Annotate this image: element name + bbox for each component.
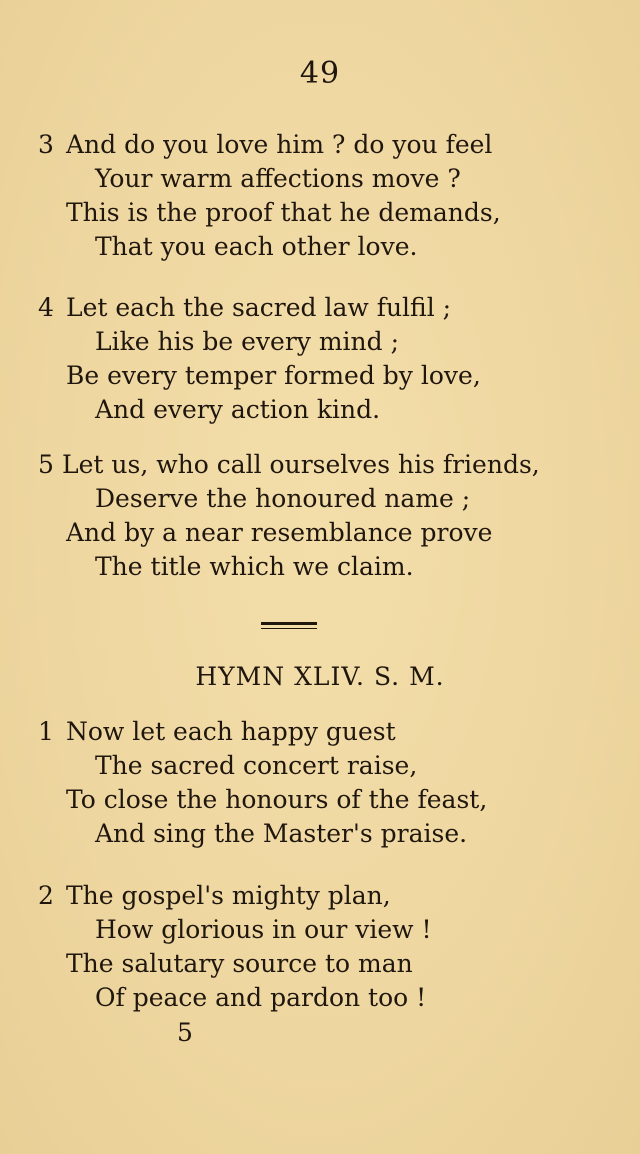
stanza-number: 2 xyxy=(38,881,54,910)
verse-line: Now let each happy guest xyxy=(66,717,396,746)
verse-line: The salutary source to man xyxy=(66,949,413,978)
verse-line: The title which we claim. xyxy=(95,552,414,581)
verse-line: Like his be every mind ; xyxy=(95,327,400,356)
verse-line: Your warm affections move ? xyxy=(95,164,461,193)
verse-line: And every action kind. xyxy=(95,395,381,424)
verse-line: That you each other love. xyxy=(95,232,418,261)
verse-line: The gospel's mighty plan, xyxy=(66,881,391,910)
stanza-number: 1 xyxy=(38,717,54,746)
verse-line: The sacred concert raise, xyxy=(95,751,418,780)
verse-line: And sing the Master's praise. xyxy=(95,819,468,848)
stanza-number: 3 xyxy=(38,130,54,159)
signature-mark: 5 xyxy=(177,1018,193,1047)
verse-line: And by a near resemblance prove xyxy=(66,518,493,547)
stanza-number: 4 xyxy=(38,293,54,322)
page-number: 49 xyxy=(299,56,341,91)
verse-line: Deserve the honoured name ; xyxy=(95,484,471,513)
verse-line: Of peace and pardon too ! xyxy=(95,983,427,1012)
section-divider xyxy=(261,622,317,629)
verse-line: Let us, who call ourselves his friends, xyxy=(62,450,540,479)
verse-line: Let each the sacred law fulfil ; xyxy=(66,293,452,322)
verse-line: Be every temper formed by love, xyxy=(66,361,481,390)
verse-line: This is the proof that he demands, xyxy=(66,198,501,227)
verse-line: How glorious in our view ! xyxy=(95,915,432,944)
stanza-number: 5 xyxy=(38,450,54,479)
verse-line: And do you love him ? do you feel xyxy=(66,130,493,159)
verse-line: To close the honours of the feast, xyxy=(66,785,488,814)
hymn-title: HYMN XLIV. S. M. xyxy=(195,662,445,691)
